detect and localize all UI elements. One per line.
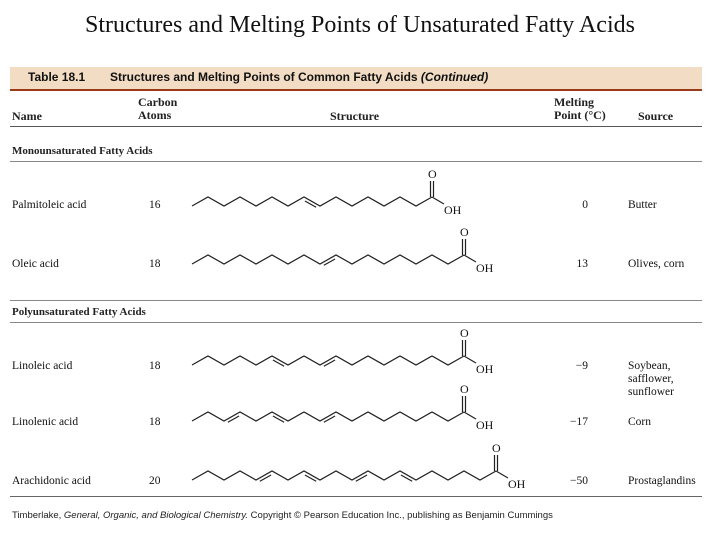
column-header-name: Name [12,109,42,123]
double-bond [305,201,316,207]
bottom-rule [10,496,702,497]
row-source-line: sunflower [628,386,674,398]
row-name: Palmitoleic acid [12,199,87,211]
row-carbons: 18 [149,258,161,270]
column-header-source: Source [638,109,674,123]
double-bond [273,416,284,422]
credit-author: Timberlake, [12,510,62,521]
row-carbons: 18 [149,360,161,372]
hydroxyl-label: OH [476,362,494,376]
table-continued: (Continued) [420,70,489,84]
row-name: Arachidonic acid [12,475,91,487]
row-melting-point: −9 [575,360,588,372]
hydroxyl-label: OH [476,261,494,275]
carbonyl-oxygen-label: O [460,382,469,396]
copyright-credit [12,510,553,521]
row-source-line: safflower, [628,373,674,385]
row-source: Olives, corn [628,258,685,270]
double-bond [324,360,335,366]
row-source: Corn [628,416,651,428]
row-carbons: 18 [149,416,161,428]
row-melting-point: 13 [576,258,588,270]
row-carbons: 20 [149,475,161,487]
hydroxyl-label: OH [476,418,494,432]
row-source: Prostaglandins [628,475,696,487]
credit-rest: Copyright © Pearson Education Inc., publishing as Benjamin Cummings [250,510,553,521]
double-bond [273,360,284,366]
table-title-text: Structures and Melting Points of Common Fatty Acids [110,70,418,84]
double-bond [305,475,316,481]
row-name: Linoleic acid [12,360,73,372]
column-header-structure: Structure [330,109,380,123]
carbonyl-oxygen-label: O [428,167,437,181]
carbonyl-oxygen-label: O [460,326,469,340]
row-melting-point: −17 [570,416,588,428]
row-melting-point: −50 [570,475,588,487]
column-header-carbon-line1: Carbon [138,95,178,109]
hydroxyl-bond [464,412,476,419]
row-source: Butter [628,199,657,211]
hydroxyl-bond [496,471,508,478]
carbon-chain [192,471,496,480]
credit-book: General, Organic, and Biological Chemistry. [63,510,249,521]
double-bond [260,475,271,481]
row-name: Oleic acid [12,258,59,270]
column-header-melting-line2: Point (°C) [554,108,606,122]
double-bond [228,416,239,422]
double-bond [324,259,335,265]
row-melting-point: 0 [582,199,588,211]
carbonyl-oxygen-label: O [492,441,501,455]
hydroxyl-label: OH [444,203,462,217]
column-header-carbon-line2: Atoms [138,108,172,122]
slide-title: Structures and Melting Points of Unsaturated Fatty Acids [85,12,635,38]
row-name: Linolenic acid [12,416,79,428]
row-carbons: 16 [149,199,161,211]
carbonyl-oxygen-label: O [460,225,469,239]
column-header-melting-line1: Melting [554,95,594,109]
double-bond [401,475,412,481]
row-source-line: Soybean, [628,360,671,372]
table-number: Table 18.1 [28,70,86,84]
double-bond [356,475,367,481]
hydroxyl-bond [432,197,444,204]
hydroxyl-bond [464,356,476,363]
section-label-polyunsaturated: Polyunsaturated Fatty Acids [12,306,146,318]
double-bond [324,416,335,422]
section-label-monounsaturated: Monounsaturated Fatty Acids [12,145,153,157]
hydroxyl-bond [464,255,476,262]
hydroxyl-label: OH [508,477,526,491]
